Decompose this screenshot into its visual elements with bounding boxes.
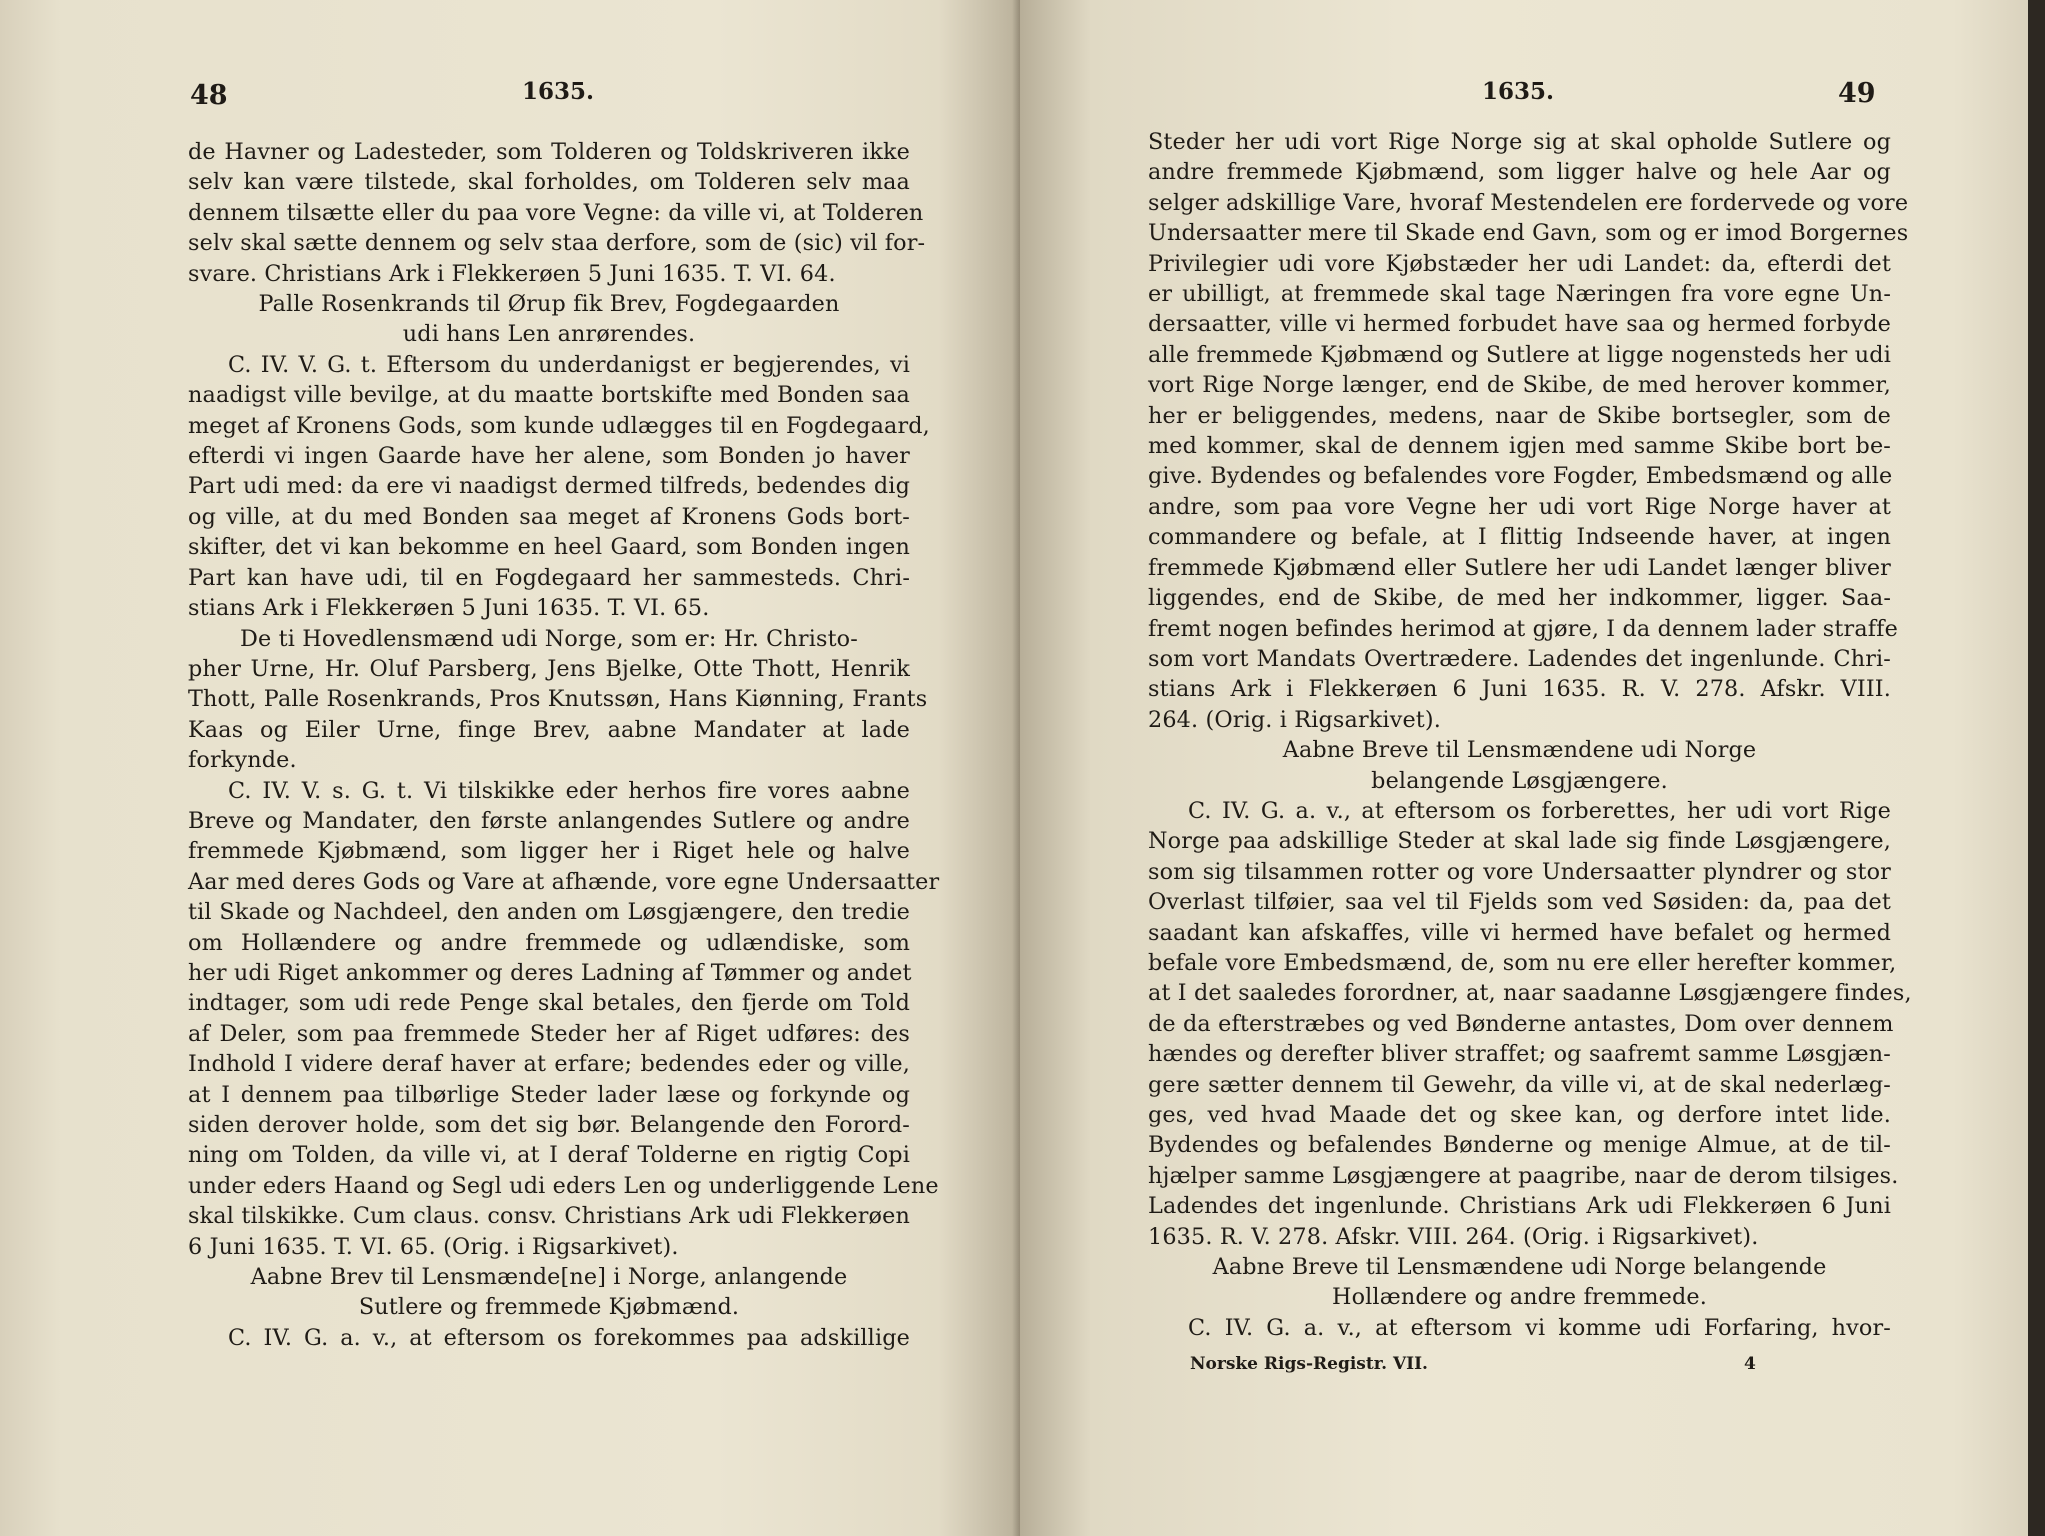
text-line: De ti Hovedlensmænd udi Norge, som er: Hr. Christo- — [240, 625, 858, 652]
text-line: 1635. R. V. 278. Afskr. VIII. 264. (Orig. i Rigsarkivet). — [1148, 1223, 1759, 1250]
text-line: siden derover holde, som det sig bør. Belangende den Forord- — [188, 1112, 910, 1138]
text-line: pher Urne, Hr. Oluf Parsberg, Jens Bjelke, Otte Thott, Henrik — [188, 655, 910, 682]
text-line: saadant kan afskaffes, ville vi hermed have befalet og hermed — [1148, 919, 1891, 946]
text-line: Aabne Brev til Lensmænde[ne] i Norge, anlangende — [250, 1264, 848, 1291]
page-number: 49 — [1838, 78, 1876, 109]
text-line: andre, som paa vore Vegne her udi vort Rige Norge haver at — [1148, 493, 1891, 520]
text-line: C. IV. G. a. v., at eftersom os forberettes, her udi vort Rige — [1188, 797, 1891, 824]
text-line: med kommer, skal de dennem igjen med samme Skibe bort be- — [1148, 433, 1891, 460]
text-line: de da efterstræbes og ved Bønderne antastes, Dom over dennem — [1148, 1010, 1894, 1037]
text-line: Palle Rosenkrands til Ørup fik Brev, Fogdegaarden — [258, 291, 840, 318]
text-line: hjælper samme Løsgjængere at paagribe, naar de derom tilsiges. — [1148, 1162, 1899, 1189]
text-line: forkynde. — [188, 747, 297, 774]
text-line: fremt nogen befindes herimod at gjøre, I da dennem lader straffe — [1148, 615, 1898, 642]
text-line: dersaatter, ville vi hermed forbudet have saa og hermed forbyde — [1148, 311, 1891, 338]
text-line: selger adskillige Vare, hvoraf Mestendelen ere fordervede og vore — [1148, 189, 1909, 216]
text-line: Part udi med: da ere vi naadigst dermed tilfreds, bedendes dig — [188, 473, 910, 500]
text-line: dennem tilsætte eller du paa vore Vegne: da ville vi, at Tolderen — [188, 199, 924, 226]
text-line: af Deler, som paa fremmede Steder her af Riget udføres: des — [188, 1020, 910, 1047]
text-line: fremmede Kjøbmænd eller Sutlere her udi Landet længer bliver — [1148, 554, 1891, 581]
text-line: Thott, Palle Rosenkrands, Pros Knutssøn, Hans Kiønning, Frants — [188, 686, 928, 713]
book-cover-edge — [2028, 0, 2045, 1536]
left-page — [0, 0, 1020, 1536]
text-line: stians Ark i Flekkerøen 5 Juni 1635. T. VI. 65. — [188, 595, 710, 622]
text-line: skal tilskikke. Cum claus. consv. Christians Ark udi Flekkerøen — [188, 1203, 910, 1230]
text-line: til Skade og Nachdeel, den anden om Løsgjængere, den tredie — [188, 899, 910, 926]
page-year-header: 1635. — [1482, 78, 1555, 105]
text-line: C. IV. G. a. v., at eftersom os forekommes paa adskillige — [228, 1324, 910, 1351]
text-line: liggendes, end de Skibe, de med her indkommer, ligger. Saa- — [1148, 585, 1891, 612]
text-line: Hollændere og andre fremmede. — [1331, 1284, 1707, 1311]
text-line: alle fremmede Kjøbmænd og Sutlere at ligge nogensteds her udi — [1148, 341, 1891, 368]
sheet-number: 4 — [1744, 1354, 1756, 1374]
text-line: at I dennem paa tilbørlige Steder lader læse og forkynde og — [188, 1081, 910, 1108]
printer-signature: Norske Rigs-Registr. VII. — [1190, 1354, 1428, 1374]
text-line: efterdi vi ingen Gaarde have her alene, som Bonden jo haver — [188, 443, 910, 470]
text-line: 264. (Orig. i Rigsarkivet). — [1148, 706, 1441, 733]
left-page-body — [188, 137, 940, 1353]
text-line: Steder her udi vort Rige Norge sig at skal opholde Sutlere og — [1148, 129, 1891, 155]
text-line: gere sætter dennem til Gewehr, da ville vi, at de skal nederlæg- — [1148, 1071, 1891, 1098]
text-line: Undersaatter mere til Skade end Gavn, som og er imod Borgernes — [1148, 220, 1909, 247]
text-line: Ladendes det ingenlunde. Christians Ark udi Flekkerøen 6 Juni — [1148, 1193, 1891, 1220]
text-line: her udi Riget ankommer og deres Ladning af Tømmer og andet — [188, 959, 912, 986]
text-line: ning om Tolden, da ville vi, at I deraf Tolderne en rigtig Copi — [188, 1142, 910, 1169]
text-line: at I det saaledes forordner, at, naar saadanne Løsgjængere findes, — [1148, 980, 1912, 1007]
text-line: og ville, at du med Bonden saa meget af Kronens Gods bort- — [188, 503, 910, 530]
text-line: C. IV. G. a. v., at eftersom vi komme udi Forfaring, hvor- — [1188, 1314, 1891, 1341]
text-line: vort Rige Norge længer, end de Skibe, de med herover kommer, — [1148, 372, 1891, 399]
page-year-header: 1635. — [522, 78, 595, 105]
text-line: C. IV. V. G. t. Eftersom du underdanigst er begjerendes, vi — [228, 351, 910, 378]
text-line: stians Ark i Flekkerøen 6 Juni 1635. R. V. 278. Afskr. VIII. — [1148, 676, 1891, 703]
text-line: Sutlere og fremmede Kjøbmænd. — [358, 1294, 740, 1321]
text-line: om Hollændere og andre fremmede og udlændiske, som — [188, 929, 910, 956]
text-line: commandere og befale, at I flittig Indseende haver, at ingen — [1148, 524, 1891, 551]
text-line: fremmede Kjøbmænd, som ligger her i Riget hele og halve — [188, 838, 910, 865]
text-line: skifter, det vi kan bekomme en heel Gaard, som Bonden ingen — [188, 534, 910, 561]
right-page — [1020, 0, 2035, 1536]
right-page-body — [1148, 127, 1912, 1343]
text-line: her er beliggendes, medens, naar de Skibe bortsegler, som de — [1148, 402, 1891, 429]
text-line: naadigst ville bevilge, at du maatte bortskifte med Bonden saa — [188, 382, 910, 409]
text-line: Aar med deres Gods og Vare at afhænde, vore egne Undersaatter — [188, 868, 940, 895]
text-line: udi hans Len anrørendes. — [402, 321, 696, 348]
text-line: andre fremmede Kjøbmænd, som ligger halve og hele Aar og — [1148, 159, 1891, 186]
text-line: Norge paa adskillige Steder at skal lade sig finde Løsgjængere, — [1148, 828, 1891, 855]
text-line: Indhold I videre deraf haver at erfare; bedendes eder og ville, — [188, 1051, 910, 1078]
text-line: under eders Haand og Segl udi eders Len og underliggende Lene — [188, 1172, 939, 1199]
text-line: meget af Kronens Gods, som kunde udlægges til en Fogdegaard, — [188, 412, 930, 439]
text-line: give. Bydendes og befalendes vore Fogder, Embedsmænd og alle — [1148, 463, 1893, 490]
text-line: Kaas og Eiler Urne, finge Brev, aabne Mandater at lade — [188, 716, 910, 743]
text-line: selv skal sætte dennem og selv staa derfore, som de (sic) vil for- — [188, 230, 926, 257]
text-line: befale vore Embedsmænd, de, som nu ere eller herefter kommer, — [1148, 949, 1897, 976]
text-line: C. IV. V. s. G. t. Vi tilskikke eder herhos fire vores aabne — [228, 777, 910, 804]
text-line: svare. Christians Ark i Flekkerøen 5 Juni 1635. T. VI. 64. — [188, 260, 836, 287]
text-line: indtager, som udi rede Penge skal betales, den fjerde om Told — [188, 990, 910, 1017]
text-line: Part kan have udi, til en Fogdegaard her sammesteds. Chri- — [188, 564, 910, 591]
text-line: selv kan være tilstede, skal forholdes, om Tolderen selv maa — [188, 169, 910, 196]
text-line: Privilegier udi vore Kjøbstæder her udi Landet: da, efterdi det — [1148, 250, 1891, 277]
text-line: Aabne Breve til Lensmændene udi Norge — [1282, 737, 1757, 764]
text-line: Bydendes og befalendes Bønderne og menige Almue, at de til- — [1148, 1132, 1891, 1159]
text-line: de Havner og Ladesteder, som Tolderen og Toldskriveren ikke — [188, 139, 910, 165]
page-number: 48 — [190, 80, 228, 111]
text-line: som vort Mandats Overtrædere. Ladendes det ingenlunde. Chri- — [1148, 645, 1891, 672]
text-line: Aabne Breve til Lensmændene udi Norge belangende — [1212, 1254, 1827, 1281]
text-line: belangende Løsgjængere. — [1371, 767, 1668, 794]
text-line: hændes og derefter bliver straffet; og saafremt samme Løsgjæn- — [1148, 1041, 1891, 1068]
text-line: som sig tilsammen rotter og vore Undersaatter plyndrer og stor — [1148, 858, 1891, 885]
text-line: 6 Juni 1635. T. VI. 65. (Orig. i Rigsarkivet). — [188, 1233, 679, 1260]
text-line: Overlast tilføier, saa vel til Fjelds som ved Søsiden: da, paa det — [1148, 889, 1891, 916]
text-line: er ubilligt, at fremmede skal tage Næringen fra vore egne Un- — [1148, 281, 1891, 308]
text-line: ges, ved hvad Maade det og skee kan, og derfore intet lide. — [1148, 1102, 1891, 1128]
text-line: Breve og Mandater, den første anlangendes Sutlere og andre — [188, 807, 910, 834]
